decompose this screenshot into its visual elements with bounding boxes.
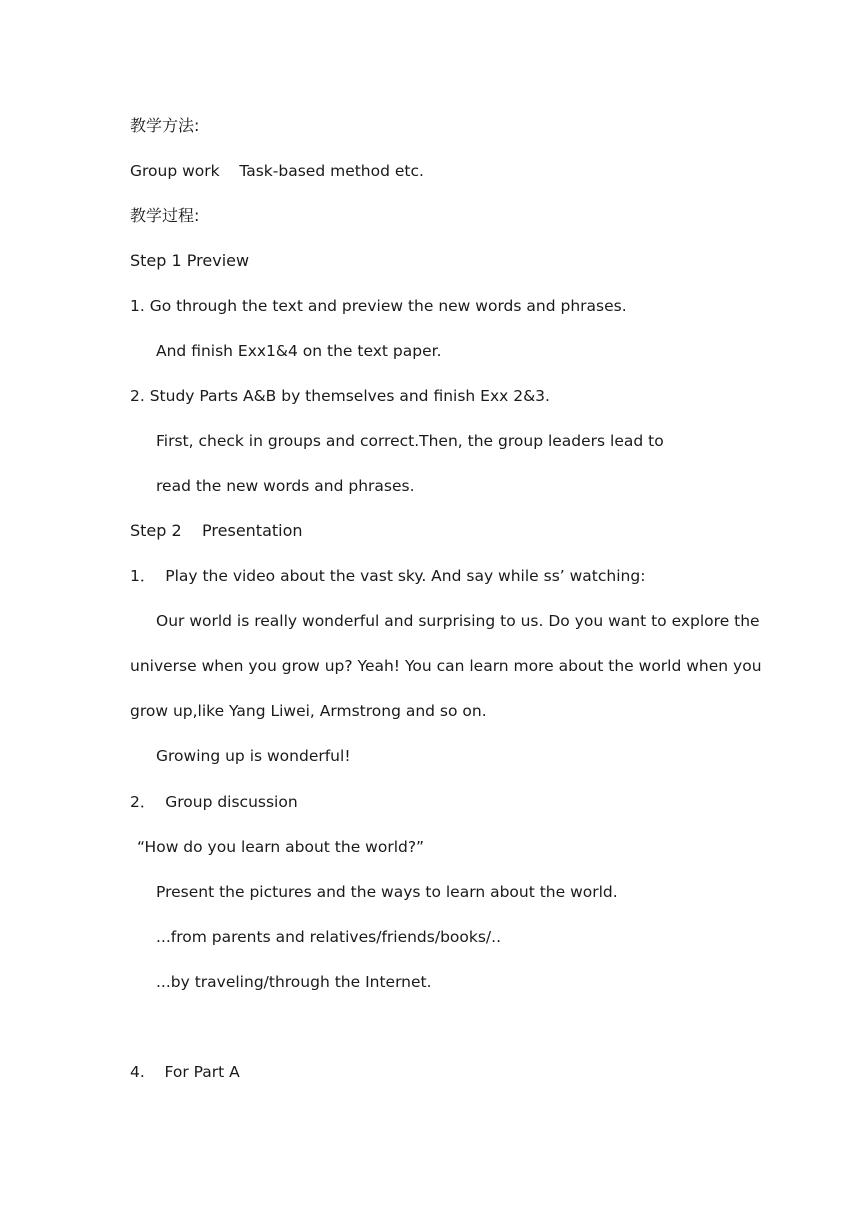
step2-item1-paragraph-line2: universe when you grow up? Yeah! You can learn more about the world when you: [130, 657, 762, 675]
step1-item2-continued-2: read the new words and phrases.: [156, 477, 415, 495]
step2-item2-continued-2: ...from parents and relatives/friends/books/..: [156, 928, 502, 946]
step1-item2: 2. Study Parts A&B by themselves and finish Exx 2&3.: [130, 387, 550, 405]
step1-item1-continued: And finish Exx1&4 on the text paper.: [156, 342, 442, 360]
step1-title: Step 1 Preview: [130, 251, 250, 270]
step2-item1-paragraph-line3: grow up,like Yang Liwei, Armstrong and so on.: [130, 702, 487, 720]
teaching-method-heading: 教学方法:: [130, 116, 200, 135]
step2-item1: 1． Play the video about the vast sky. And say while ss’ watching:: [130, 567, 646, 585]
step2-item1-paragraph-line1: Our world is really wonderful and surprising to us. Do you want to explore the: [156, 612, 760, 630]
step2-item1-paragraph2: Growing up is wonderful!: [156, 747, 351, 765]
teaching-process-heading: 教学过程:: [130, 206, 200, 225]
step2-item4: 4. For Part A: [130, 1063, 240, 1081]
step2-item2-quote: “How do you learn about the world?”: [137, 838, 425, 856]
step2-item2-continued-1: Present the pictures and the ways to learn about the world.: [156, 883, 618, 901]
step2-item2-continued-3: ...by traveling/through the Internet.: [156, 973, 432, 991]
teaching-method-text: Group work Task-based method etc.: [130, 162, 424, 180]
step2-item2: 2． Group discussion: [130, 793, 298, 811]
step1-item1: 1. Go through the text and preview the new words and phrases.: [130, 297, 627, 315]
step1-item2-continued-1: First, check in groups and correct.Then, the group leaders lead to: [156, 432, 664, 450]
step2-title: Step 2 Presentation: [130, 521, 303, 540]
